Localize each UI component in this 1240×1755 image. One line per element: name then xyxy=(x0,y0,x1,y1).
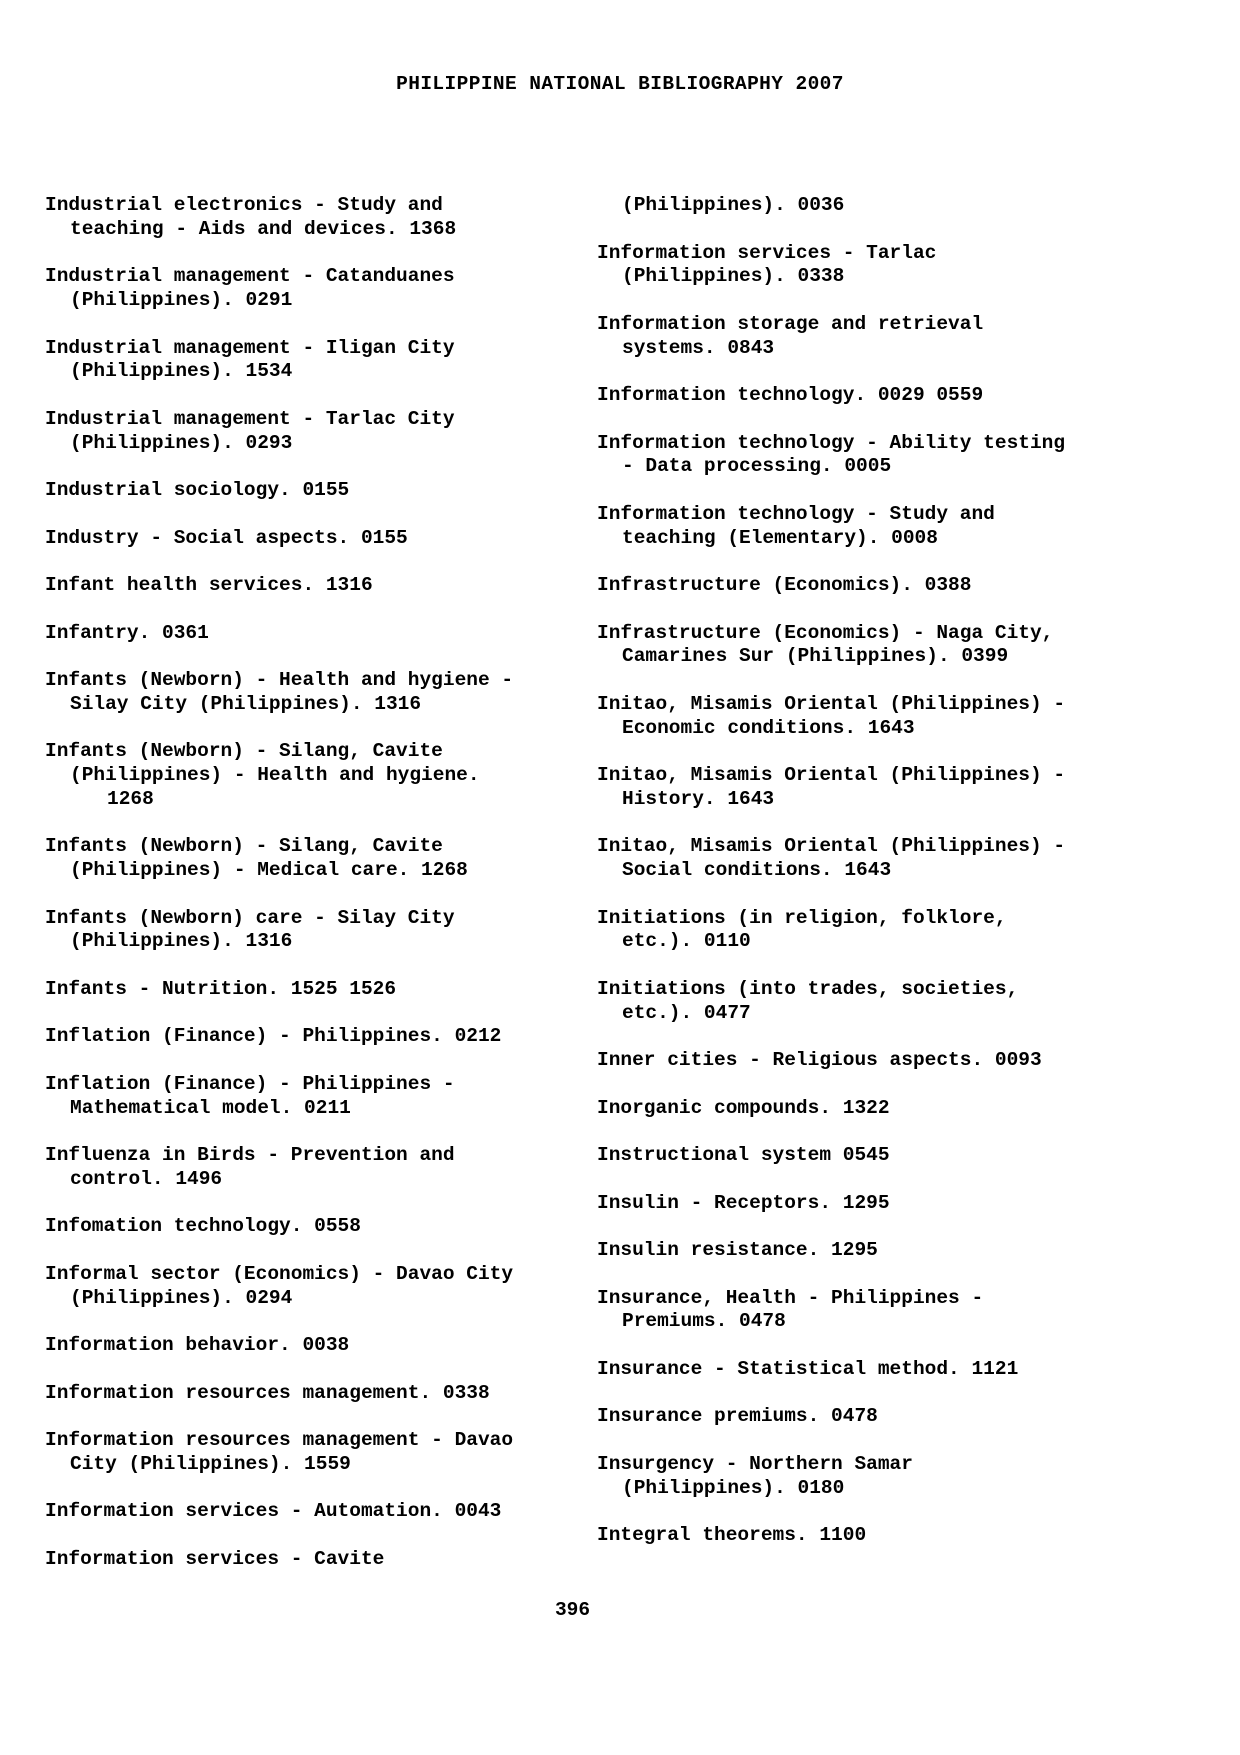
index-entry xyxy=(597,835,1157,883)
index-entry xyxy=(45,265,565,313)
index-heading-line: Infrastructure (Economics) - Naga City, xyxy=(597,621,1054,644)
index-heading-line: Information storage and retrieval xyxy=(597,312,984,335)
index-heading-line: Influenza in Birds - Prevention and xyxy=(45,1144,455,1166)
index-heading-line: Infants (Newborn) - Silang, Cavite xyxy=(45,740,443,763)
index-entry xyxy=(597,1049,1157,1073)
index-entry xyxy=(45,479,565,503)
index-entry xyxy=(45,740,565,811)
index-entry xyxy=(45,669,565,717)
index-entry xyxy=(597,1405,1157,1429)
index-heading-line: Industrial management - Tarlac City xyxy=(45,407,455,430)
index-heading-line: Information technology - Study and xyxy=(597,502,995,525)
index-continuation-line: (Philippines). 0036 xyxy=(622,194,845,216)
index-heading-line: Inflation (Finance) - Philippines. 0212 xyxy=(45,1025,502,1048)
index-continuation-line: (Philippines). 1534 xyxy=(70,360,293,383)
index-heading-line: Inflation (Finance) - Philippines - xyxy=(45,1072,455,1095)
index-entry xyxy=(597,242,1157,290)
index-heading-line: Inorganic compounds. 1322 xyxy=(597,1096,890,1119)
index-heading-line: Inner cities - Religious aspects. 0093 xyxy=(597,1049,1042,1071)
index-heading-line: Infomation technology. 0558 xyxy=(45,1215,361,1238)
index-heading-line: Initao, Misamis Oriental (Philippines) - xyxy=(597,692,1066,715)
index-heading-line: Initiations (in religion, folklore, xyxy=(597,906,1007,929)
index-heading-line: Information services - Cavite xyxy=(45,1547,385,1570)
index-heading-line: Instructional system 0545 xyxy=(597,1144,890,1166)
index-continuation-line: control. 1496 xyxy=(70,1167,223,1190)
index-heading-line: Initao, Misamis Oriental (Philippines) - xyxy=(597,835,1066,858)
index-entry xyxy=(597,313,1157,361)
index-heading-line: Insulin - Receptors. 1295 xyxy=(597,1191,890,1214)
index-heading-line: Informal sector (Economics) - Davao City xyxy=(45,1262,514,1285)
index-entry xyxy=(597,1453,1157,1501)
index-entry xyxy=(45,978,565,1002)
index-continuation-line: (Philippines). 0293 xyxy=(70,431,293,454)
index-entry xyxy=(45,1025,565,1049)
index-continuation-line: - Data processing. 0005 xyxy=(622,455,892,478)
index-continuation-line: (Philippines). 0294 xyxy=(70,1286,293,1309)
index-entry xyxy=(45,1500,565,1524)
index-heading-line: Industrial management - Catanduanes xyxy=(45,265,455,288)
index-entry xyxy=(597,432,1157,480)
index-entry xyxy=(597,1358,1157,1382)
index-continuation-line: Premiums. 0478 xyxy=(622,1310,786,1333)
index-entry xyxy=(597,1192,1157,1216)
index-heading-line: Insulin resistance. 1295 xyxy=(597,1239,878,1261)
index-entry xyxy=(597,574,1157,598)
index-heading-line: Information technology - Ability testing xyxy=(597,431,1066,454)
index-continuation-line: History. 1643 xyxy=(622,787,775,810)
index-continuation-line: systems. 0843 xyxy=(622,336,775,359)
index-continuation-line: etc.). 0110 xyxy=(622,930,751,953)
index-entry xyxy=(597,194,1157,218)
index-entry xyxy=(597,978,1157,1026)
index-entry xyxy=(45,1263,565,1311)
index-entry xyxy=(45,527,565,551)
index-heading-line: Insurgency - Northern Samar xyxy=(597,1452,913,1475)
index-entry xyxy=(45,1073,565,1121)
index-entry xyxy=(597,1524,1157,1548)
index-heading-line: Initiations (into trades, societies, xyxy=(597,977,1019,1000)
index-heading-line: Information resources management. 0338 xyxy=(45,1381,490,1404)
index-entry xyxy=(45,1548,565,1572)
index-heading-line: Industrial electronics - Study and xyxy=(45,194,443,216)
index-heading-line: Initao, Misamis Oriental (Philippines) - xyxy=(597,764,1066,786)
index-entry xyxy=(597,1144,1157,1168)
index-entry xyxy=(45,408,565,456)
index-continuation-line: (Philippines). 0180 xyxy=(622,1476,845,1499)
index-entry xyxy=(45,1334,565,1358)
index-continuation-line: 1268 xyxy=(107,787,154,810)
index-heading-line: Insurance, Health - Philippines - xyxy=(597,1286,984,1309)
index-entry xyxy=(45,622,565,646)
index-entry xyxy=(597,693,1157,741)
index-entry xyxy=(45,1144,565,1192)
index-continuation-line: (Philippines) - Health and hygiene. xyxy=(70,764,480,786)
index-entry xyxy=(597,1239,1157,1263)
index-heading-line: Infants - Nutrition. 1525 1526 xyxy=(45,977,397,1000)
index-entry xyxy=(597,907,1157,955)
index-heading-line: Insurance - Statistical method. 1121 xyxy=(597,1357,1019,1380)
index-heading-line: Industry - Social aspects. 0155 xyxy=(45,526,408,549)
index-heading-line: Information behavior. 0038 xyxy=(45,1334,350,1356)
index-heading-line: Infants (Newborn) - Health and hygiene - xyxy=(45,669,514,691)
index-entry xyxy=(597,384,1157,408)
index-heading-line: Integral theorems. 1100 xyxy=(597,1524,867,1546)
index-continuation-line: teaching (Elementary). 0008 xyxy=(622,526,938,549)
page-header: PHILIPPINE NATIONAL BIBLIOGRAPHY 2007 xyxy=(396,73,844,95)
right-index-column xyxy=(597,194,1157,1572)
index-entry xyxy=(45,907,565,955)
index-continuation-line: (Philippines) - Medical care. 1268 xyxy=(70,859,468,881)
index-entry xyxy=(45,194,565,242)
left-index-column xyxy=(45,194,565,1595)
index-entry xyxy=(597,764,1157,812)
index-entry xyxy=(45,835,565,883)
index-heading-line: Industrial sociology. 0155 xyxy=(45,479,350,501)
index-entry xyxy=(45,1382,565,1406)
index-continuation-line: (Philippines). 0338 xyxy=(622,265,845,288)
index-continuation-line: Silay City (Philippines). 1316 xyxy=(70,692,422,715)
index-heading-line: Infants (Newborn) - Silang, Cavite xyxy=(45,835,443,858)
index-continuation-line: Mathematical model. 0211 xyxy=(70,1096,351,1119)
index-entry xyxy=(597,622,1157,670)
index-entry xyxy=(45,574,565,598)
index-heading-line: Insurance premiums. 0478 xyxy=(597,1405,878,1428)
index-heading-line: Information resources management - Davao xyxy=(45,1429,514,1451)
index-entry xyxy=(45,1215,565,1239)
index-entry xyxy=(45,337,565,385)
index-entry xyxy=(597,1287,1157,1335)
index-heading-line: Information technology. 0029 0559 xyxy=(597,384,984,406)
index-continuation-line: (Philippines). 0291 xyxy=(70,289,293,311)
index-heading-line: Infrastructure (Economics). 0388 xyxy=(597,574,972,596)
index-heading-line: Industrial management - Iligan City xyxy=(45,336,455,359)
index-continuation-line: Camarines Sur (Philippines). 0399 xyxy=(622,645,1009,668)
page-number: 396 xyxy=(554,1599,591,1621)
index-continuation-line: Economic conditions. 1643 xyxy=(622,716,915,739)
index-continuation-line: Social conditions. 1643 xyxy=(622,859,892,881)
index-continuation-line: City (Philippines). 1559 xyxy=(70,1452,351,1475)
index-continuation-line: etc.). 0477 xyxy=(622,1001,751,1024)
index-heading-line: Infantry. 0361 xyxy=(45,621,209,644)
index-heading-line: Information services - Tarlac xyxy=(597,241,937,264)
index-heading-line: Infant health services. 1316 xyxy=(45,574,373,596)
index-heading-line: Information services - Automation. 0043 xyxy=(45,1500,502,1523)
index-continuation-line: teaching - Aids and devices. 1368 xyxy=(70,217,457,240)
index-entry xyxy=(597,503,1157,551)
index-heading-line: Infants (Newborn) care - Silay City xyxy=(45,906,455,929)
index-entry xyxy=(45,1429,565,1477)
index-entry xyxy=(597,1097,1157,1121)
index-continuation-line: (Philippines). 1316 xyxy=(70,930,293,953)
